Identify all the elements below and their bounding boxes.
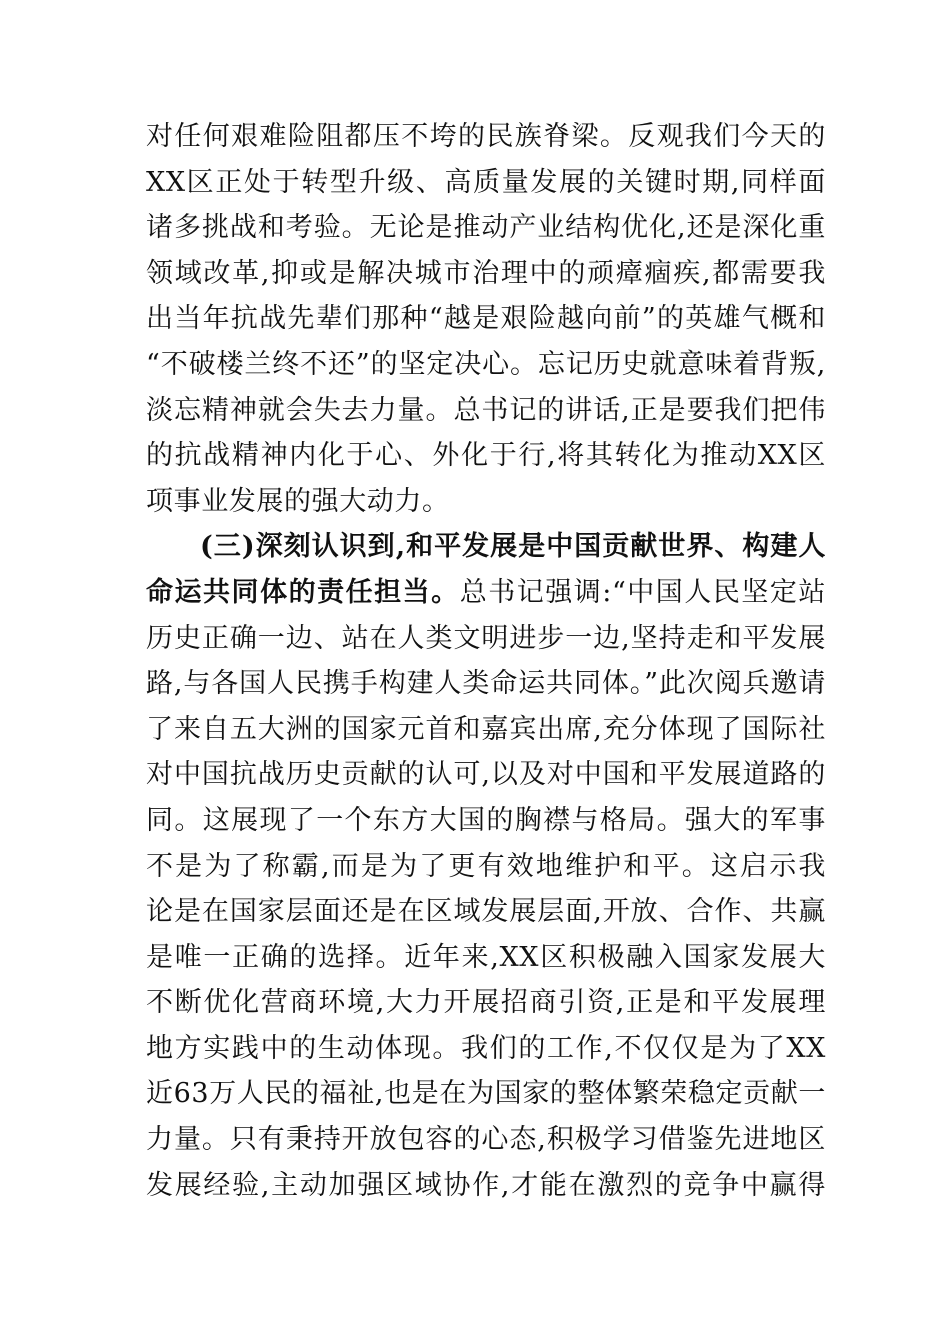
text-line: 不是为了称霸,而是为了更有效地维护和平。这启示我 [146, 850, 826, 882]
text-line: 是唯一正确的选择。近年来,XX区积极融入国家发展大 [146, 941, 826, 973]
text-line: 对中国抗战历史贡献的认可,以及对中国和平发展道路的 [146, 759, 826, 791]
text-line-rest: 总书记强调:“中国人民坚定站 [459, 576, 826, 608]
text-line: 了来自五大洲的国家元首和嘉宾出席,充分体现了国际社 [146, 713, 826, 745]
text-line: 路,与各国人民携手构建人类命运共同体。”此次阅兵邀请 [146, 668, 826, 700]
paragraph-continuation [146, 114, 826, 524]
text-line: 出当年抗战先辈们那种“越是艰险越向前”的英雄气概和 [146, 303, 826, 335]
text-line: 对任何艰难险阻都压不垮的民族脊梁。反观我们今天的 [146, 121, 826, 152]
text-line: 近63万人民的福祉,也是在为国家的整体繁荣稳定贡献一 [146, 1078, 826, 1110]
text-line: 淡忘精神就会失去力量。总书记的讲话,正是要我们把伟 [146, 394, 826, 426]
section-heading-end: 命运共同体的责任担当。 [146, 576, 460, 608]
text-line: 论是在国家层面还是在区域发展层面,开放、合作、共赢 [146, 896, 826, 928]
text-line [146, 570, 826, 616]
text-line: 力量。只有秉持开放包容的心态,积极学习借鉴先进地区 [146, 1124, 826, 1156]
section-heading-line: (三)深刻认识到,和平发展是中国贡献世界、构建人 [200, 531, 826, 563]
text-line: 不断优化营商环境,大力开展招商引资,正是和平发展理 [146, 987, 826, 1019]
text-line: 历史正确一边、站在人类文明进步一边,坚持走和平发展 [146, 622, 826, 654]
text-line: 领域改革,抑或是解决城市治理中的顽瘴痼疾,都需要我 [146, 257, 826, 289]
text-line: 同。这展现了一个东方大国的胸襟与格局。强大的军事 [146, 804, 826, 836]
text-line: 地方实践中的生动体现。我们的工作,不仅仅是为了XX [146, 1032, 826, 1064]
text-line: 的抗战精神内化于心、外化于行,将其转化为推动XX区 [146, 440, 826, 472]
text-line-last: 项事业发展的强大动力。 [146, 485, 450, 517]
paragraph-section-three [146, 524, 826, 1208]
text-line: 诸多挑战和考验。无论是推动产业结构优化,还是深化重 [146, 212, 826, 244]
text-line: “不破楼兰终不还”的坚定决心。忘记历史就意味着背叛, [146, 348, 826, 380]
text-line: XX区正处于转型升级、高质量发展的关键时期,同样面 [146, 166, 826, 198]
document-body [146, 114, 826, 1208]
text-line: 发展经验,主动加强区域协作,才能在激烈的竞争中赢得 [146, 1169, 826, 1201]
